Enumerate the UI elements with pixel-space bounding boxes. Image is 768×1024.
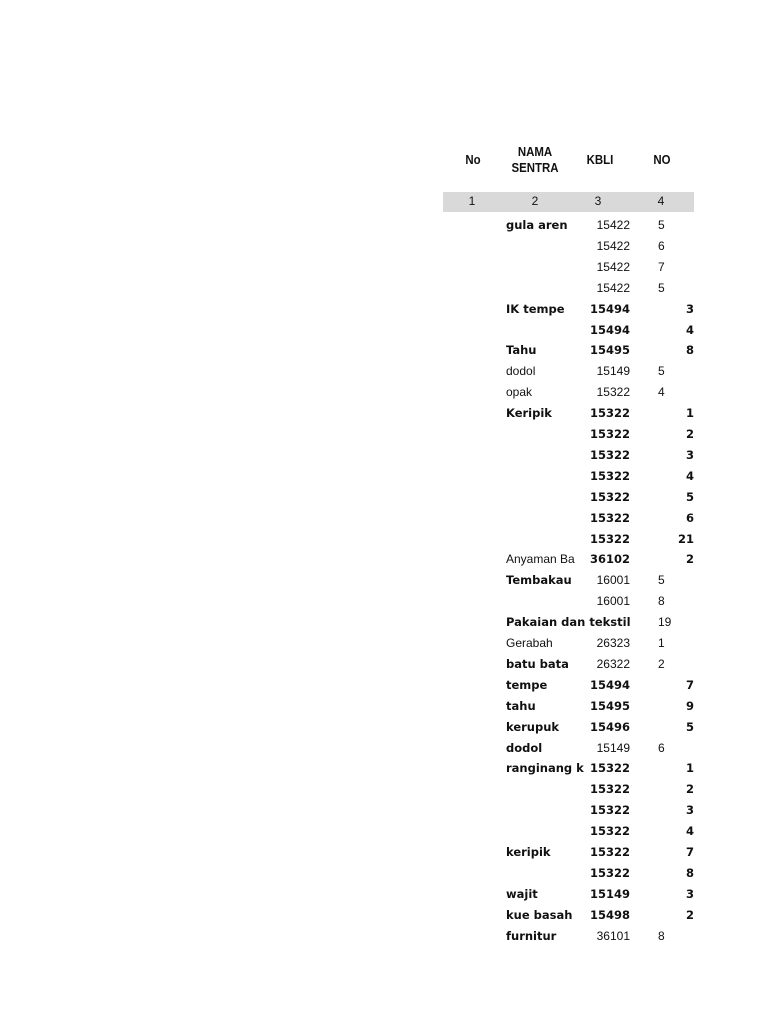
column-number-1: 1: [468, 194, 476, 208]
column-number-3: 3: [594, 194, 602, 208]
row-no: 4: [685, 824, 694, 839]
row-no: 19: [658, 615, 672, 630]
table-row: [0, 239, 768, 259]
row-kbli: 15422: [596, 280, 630, 295]
row-no: 4: [685, 468, 694, 483]
row-kbli: 36101: [596, 928, 630, 943]
row-no: 1: [685, 761, 694, 776]
row-nama-sentra: IK tempe: [506, 301, 565, 316]
row-kbli: 36102: [589, 552, 630, 567]
table-row: [0, 469, 768, 489]
row-nama-sentra: Tembakau: [506, 573, 572, 588]
table-row: [0, 427, 768, 447]
row-kbli: 15322: [589, 489, 630, 504]
row-nama-sentra: Keripik: [506, 406, 552, 421]
row-no: 7: [685, 677, 694, 692]
row-no: 5: [658, 218, 665, 232]
row-kbli: 15322: [589, 427, 630, 441]
row-kbli: 15149: [596, 364, 630, 379]
table-row: [0, 887, 768, 907]
row-nama-sentra: dodol: [506, 364, 536, 379]
row-kbli: 15422: [596, 218, 630, 232]
table-row: [0, 845, 768, 865]
row-no: 9: [685, 698, 694, 713]
row-no: 4: [685, 322, 694, 337]
row-kbli: 15322: [589, 865, 630, 880]
row-kbli: 15149: [589, 886, 630, 901]
row-nama-sentra: Gerabah: [506, 636, 553, 650]
table-row: [0, 343, 768, 363]
row-no: 3: [685, 301, 694, 316]
row-nama-sentra: tempe: [506, 677, 548, 692]
row-kbli: 15322: [596, 385, 630, 400]
row-no: 5: [658, 573, 665, 588]
row-kbli: 16001: [596, 573, 630, 588]
row-kbli: 15322: [589, 406, 630, 421]
row-kbli: 15322: [589, 824, 630, 839]
row-nama-sentra: gula aren: [506, 218, 568, 232]
table-row: [0, 741, 768, 761]
row-no: 8: [658, 928, 665, 943]
row-nama-sentra: Tahu: [506, 343, 537, 358]
row-kbli: 15322: [589, 447, 630, 462]
row-nama-sentra: kerupuk: [506, 719, 560, 734]
table-row: [0, 782, 768, 802]
table-row: [0, 490, 768, 510]
row-nama-sentra: furnitur: [506, 928, 557, 943]
header-kbli: KBLI: [586, 152, 614, 167]
row-no: 5: [658, 364, 665, 379]
table-row: [0, 761, 768, 781]
column-number-row: [443, 192, 694, 212]
header-no-2: NO: [653, 152, 671, 167]
row-no: 2: [685, 782, 694, 797]
row-no: 8: [685, 343, 694, 358]
row-kbli: 15498: [589, 907, 630, 922]
table-row: [0, 511, 768, 531]
column-number-4: 4: [657, 194, 665, 208]
row-kbli: 15322: [589, 761, 630, 776]
table-row: [0, 573, 768, 593]
header-nama-line2: SENTRA: [511, 160, 559, 175]
table-row: [0, 552, 768, 572]
row-kbli: 15495: [589, 343, 630, 358]
row-kbli: 15496: [589, 719, 630, 734]
table-row: [0, 281, 768, 301]
row-nama-sentra: tahu: [506, 698, 536, 713]
row-no: 6: [685, 510, 694, 525]
column-number-2: 2: [531, 194, 539, 208]
row-kbli: 15322: [589, 803, 630, 818]
row-kbli: 15494: [589, 301, 630, 316]
table-row: [0, 866, 768, 886]
row-kbli: 15322: [589, 510, 630, 525]
row-no: 6: [658, 740, 665, 755]
row-nama-sentra: wajit: [506, 886, 538, 901]
row-no: 5: [685, 719, 694, 734]
table-row: [0, 323, 768, 343]
row-nama-sentra: keripik: [506, 845, 551, 859]
header-nama-sentra: [504, 144, 566, 176]
row-kbli: 16001: [596, 594, 630, 609]
row-kbli: 15494: [589, 322, 630, 337]
header-nama-line1: NAMA: [517, 144, 553, 159]
row-kbli: 15149: [596, 740, 630, 755]
table-row: [0, 406, 768, 426]
row-no: 8: [685, 865, 694, 880]
row-no: 2: [685, 907, 694, 922]
row-kbli: 15322: [589, 468, 630, 483]
table-row: [0, 615, 768, 635]
row-nama-sentra: Anyaman Ba: [506, 552, 575, 567]
table-row: [0, 385, 768, 405]
table-row: [0, 532, 768, 552]
row-no: 3: [685, 886, 694, 901]
table-row: [0, 594, 768, 614]
table-row: [0, 929, 768, 949]
table-row: [0, 824, 768, 844]
row-kbli: 15495: [589, 698, 630, 713]
table-row: [0, 699, 768, 719]
row-no: 5: [685, 489, 694, 504]
row-no: 4: [658, 385, 665, 400]
row-kbli: 15322: [589, 531, 630, 546]
row-no: 21: [677, 531, 694, 546]
row-no: 2: [658, 656, 665, 671]
table-row: [0, 720, 768, 740]
row-nama-sentra: dodol: [506, 740, 543, 755]
table-row: [0, 364, 768, 384]
row-no: 8: [658, 594, 665, 609]
table-row: [0, 302, 768, 322]
table-row: [0, 657, 768, 677]
row-kbli: 26322: [596, 656, 630, 671]
row-kbli: 15422: [596, 238, 630, 253]
row-no: 1: [658, 636, 665, 650]
row-no: 2: [685, 552, 694, 567]
table-row: [0, 908, 768, 928]
row-kbli: 15422: [596, 259, 630, 274]
row-nama-sentra: kue basah: [506, 907, 573, 922]
row-kbli: 26323: [596, 636, 630, 650]
header-no: No: [465, 152, 481, 167]
row-no: 3: [685, 447, 694, 462]
row-no: 2: [685, 427, 694, 441]
table-row: [0, 260, 768, 280]
row-no: 7: [658, 259, 665, 274]
row-no: 7: [685, 845, 694, 859]
row-no: 3: [685, 803, 694, 818]
row-nama-sentra: ranginang k: [506, 761, 584, 776]
row-kbli: 15494: [589, 677, 630, 692]
table-row: [0, 636, 768, 656]
table-row: [0, 218, 768, 238]
row-no: 1: [685, 406, 694, 421]
table-row: [0, 803, 768, 823]
row-kbli: 15322: [589, 845, 630, 859]
row-nama-sentra: opak: [506, 385, 533, 400]
row-nama-sentra: Pakaian dan tekstil: [506, 615, 631, 630]
table-row: [0, 448, 768, 468]
row-no: 6: [658, 238, 665, 253]
table-row: [0, 678, 768, 698]
row-no: 5: [658, 280, 665, 295]
row-nama-sentra: batu bata: [506, 656, 569, 671]
row-kbli: 15322: [589, 782, 630, 797]
